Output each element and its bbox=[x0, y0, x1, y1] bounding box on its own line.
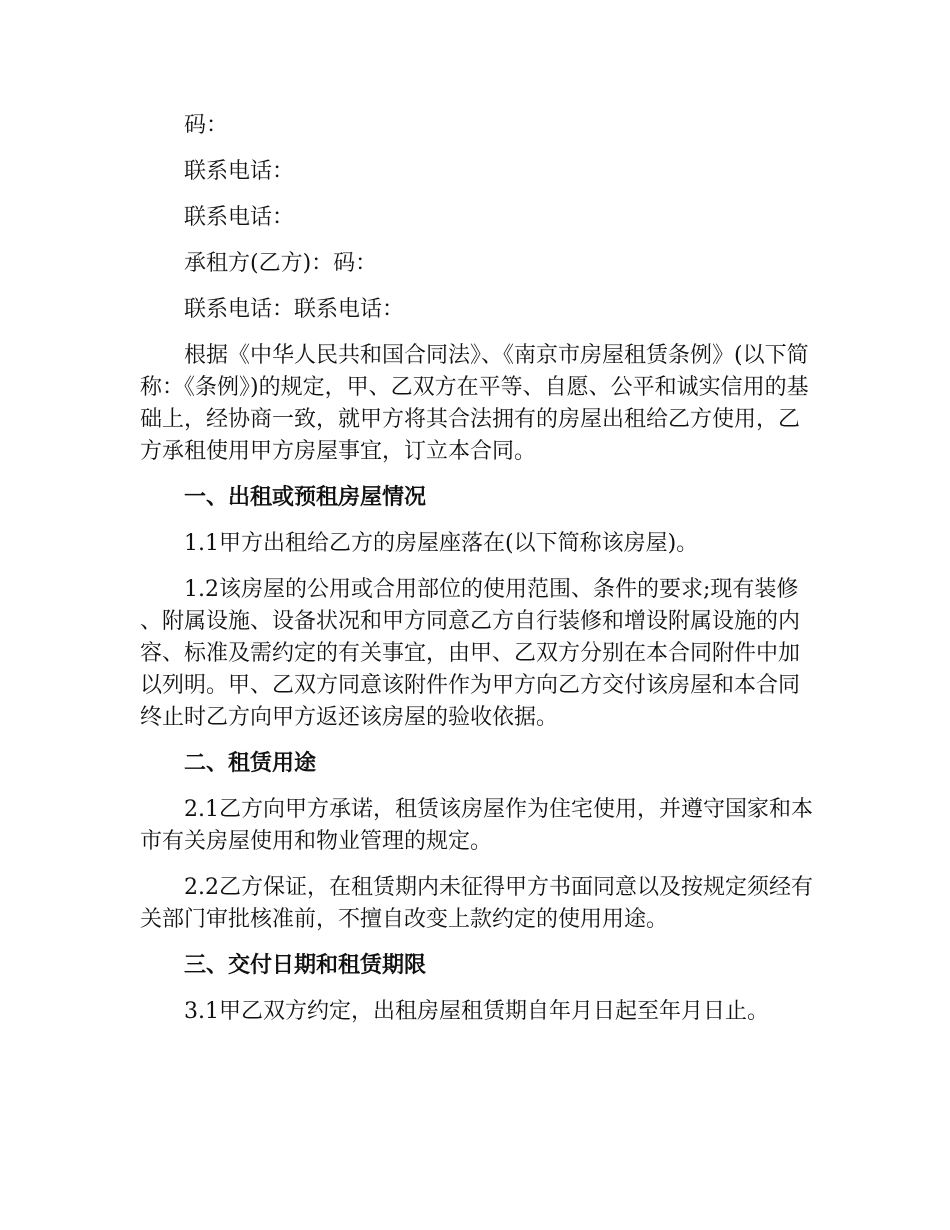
paragraph-phone-3: 联系电话：联系电话： bbox=[184, 297, 405, 322]
clause-3-1: 3.1甲乙双方约定，出租房屋租赁期自年月日起至年月日止。 bbox=[184, 999, 769, 1024]
paragraph-phone-1: 联系电话： bbox=[184, 159, 295, 184]
paragraph-lessee: 承租方(乙方)：码： bbox=[184, 251, 378, 276]
paragraph-code: 码： bbox=[184, 113, 229, 138]
section-heading-2: 二、租赁用途 bbox=[184, 751, 317, 776]
paragraph-preamble: 根据《中华人民共和国合同法》、《南京市房屋租赁条例》(以下简称：《条例》)的规定，甲、乙双方在平等、自愿、公平和诚实信用的基础上，经协商一致，就甲方将其合法拥有的房屋出租给乙方使用，乙方承租使用甲方房屋事宜，订立本合同。 bbox=[140, 343, 809, 464]
clause-2-2: 2.2乙方保证，在租赁期内未征得甲方书面同意以及按规定须经有关部门审批核准前，不擅自改变上款约定的使用用途。 bbox=[140, 875, 813, 932]
clause-1-1: 1.1甲方出租给乙方的房屋座落在(以下简称该房屋)。 bbox=[184, 531, 699, 556]
section-heading-1: 一、出租或预租房屋情况 bbox=[184, 485, 427, 510]
clause-2-1: 2.1乙方向甲方承诺，租赁该房屋作为住宅使用，并遵守国家和本市有关房屋使用和物业管理的规定。 bbox=[140, 797, 813, 854]
document-body bbox=[140, 110, 820, 1042]
paragraph-phone-2: 联系电话： bbox=[184, 205, 295, 230]
section-heading-3: 三、交付日期和租赁期限 bbox=[184, 953, 427, 978]
clause-1-2: 1.2该房屋的公用或合用部位的使用范围、条件的要求;现有装修、附属设施、设备状况和甲方同意乙方自行装修和增设附属设施的内容、标准及需约定的有关事宜，由甲、乙双方分别在本合同附件中加以列明。甲、乙双方同意该附件作为甲方向乙方交付该房屋和本合同终止时乙方向甲方返还该房屋的验收依据。 bbox=[140, 577, 801, 730]
